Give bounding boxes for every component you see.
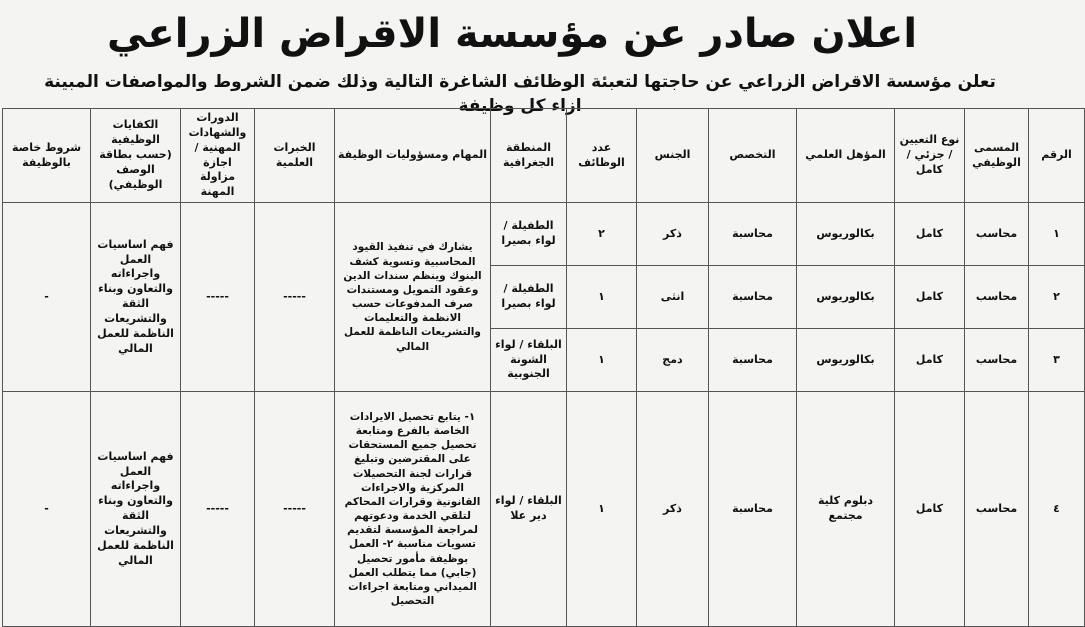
cell-qualification: بكالوريوس <box>797 329 895 392</box>
header-courses: الدورات والشهادات المهنية / اجازة مزاولة المهنة <box>181 109 255 203</box>
cell-num: ١ <box>1029 203 1085 266</box>
cell-job-title: محاسب <box>965 266 1029 329</box>
cell-region: البلقاء / لواء الشونة الجنوبية <box>491 329 567 392</box>
table-header-row <box>3 109 1085 203</box>
cell-duties: يشارك في تنفيذ القيود المحاسبية وتسوية كشف البنوك وينظم سندات الدين وعقود التمويل ومستندات صرف المدفوعات حسب الانظمة والتعليمات والتشريعات الناظمة للعمل المالي <box>335 203 491 392</box>
page-title: اعلان صادر عن مؤسسة الاقراض الزراعي <box>106 11 918 57</box>
cell-job-count: ٢ <box>567 203 637 266</box>
cell-gender: ذكر <box>637 392 709 627</box>
header-job-count: عدد الوظائف <box>567 109 637 203</box>
cell-qualification: بكالوريوس <box>797 203 895 266</box>
header-specialization: التخصص <box>709 109 797 203</box>
cell-specialization: محاسبة <box>709 329 797 392</box>
header-gender: الجنس <box>637 109 709 203</box>
table-row <box>3 392 1085 627</box>
cell-region: البلقاء / لواء دير علا <box>491 392 567 627</box>
cell-special-conditions: - <box>3 203 91 392</box>
table-row <box>3 203 1085 266</box>
header-job-title: المسمى الوظيفي <box>965 109 1029 203</box>
header-num: الرقم <box>1029 109 1085 203</box>
header-competencies: الكفايات الوظيفية (حسب بطاقة الوصف الوظيفي) <box>91 109 181 203</box>
header-special-conditions: شروط خاصة بالوظيفة <box>3 109 91 203</box>
cell-job-count: ١ <box>567 266 637 329</box>
announcement-subtitle: تعلن مؤسسة الاقراض الزراعي عن حاجتها لتعبئة الوظائف الشاغرة التالية وذلك ضمن الشروط والمواصفات المبينة ازاء كل وظيفة <box>44 72 996 116</box>
cell-region: الطفيلة / لواء بصيرا <box>491 203 567 266</box>
cell-job-count: ١ <box>567 392 637 627</box>
cell-gender: دمج <box>637 329 709 392</box>
header-qualification: المؤهل العلمي <box>797 109 895 203</box>
cell-region: الطفيلة / لواء بصيرا <box>491 266 567 329</box>
cell-appointment-type: كامل <box>895 203 965 266</box>
cell-duties: ١- يتابع تحصيل الايرادات الخاصة بالفرع ومتابعة تحصيل جميع المستحقات على المقترضين وتبليغ قرارات لجنة التحصيلات المركزية والاجراءات القانونية وقرارات المحاكم لتلقي الخدمة ودعوتهم لمراجعة المؤسسة لتقديم تسويات مناسبة ٢- العمل بوظيفة مأمور تحصيل (جابي) مما يتطلب العمل الميداني ومتابعة اجراءات التحصيل <box>335 392 491 627</box>
jobs-table <box>2 108 1085 627</box>
cell-competencies: فهم اساسيات العمل واجراءاته والتعاون وبناء الثقة والتشريعات الناظمة للعمل المالي <box>91 203 181 392</box>
cell-courses: ----- <box>181 203 255 392</box>
cell-job-title: محاسب <box>965 329 1029 392</box>
cell-appointment-type: كامل <box>895 392 965 627</box>
cell-qualification: بكالوريوس <box>797 266 895 329</box>
cell-courses: ----- <box>181 392 255 627</box>
cell-qualification: دبلوم كلية مجتمع <box>797 392 895 627</box>
cell-num: ٣ <box>1029 329 1085 392</box>
header-region: المنطقة الجغرافية <box>491 109 567 203</box>
cell-appointment-type: كامل <box>895 266 965 329</box>
header-duties: المهام ومسؤوليات الوظيفة <box>335 109 491 203</box>
cell-appointment-type: كامل <box>895 329 965 392</box>
cell-specialization: محاسبة <box>709 392 797 627</box>
cell-specialization: محاسبة <box>709 266 797 329</box>
cell-gender: انثى <box>637 266 709 329</box>
cell-job-title: محاسب <box>965 203 1029 266</box>
cell-job-count: ١ <box>567 329 637 392</box>
cell-special-conditions: - <box>3 392 91 627</box>
header-experience: الخبرات العلمية <box>255 109 335 203</box>
cell-competencies: فهم اساسيات العمل واجراءاته والتعاون وبناء الثقة والتشريعات الناظمة للعمل المالي <box>91 392 181 627</box>
cell-experience: ----- <box>255 203 335 392</box>
cell-job-title: محاسب <box>965 392 1029 627</box>
cell-num: ٤ <box>1029 392 1085 627</box>
cell-experience: ----- <box>255 392 335 627</box>
cell-specialization: محاسبة <box>709 203 797 266</box>
cell-gender: ذكر <box>637 203 709 266</box>
cell-num: ٢ <box>1029 266 1085 329</box>
header-appointment-type: نوع التعيين / جزئي / كامل <box>895 109 965 203</box>
